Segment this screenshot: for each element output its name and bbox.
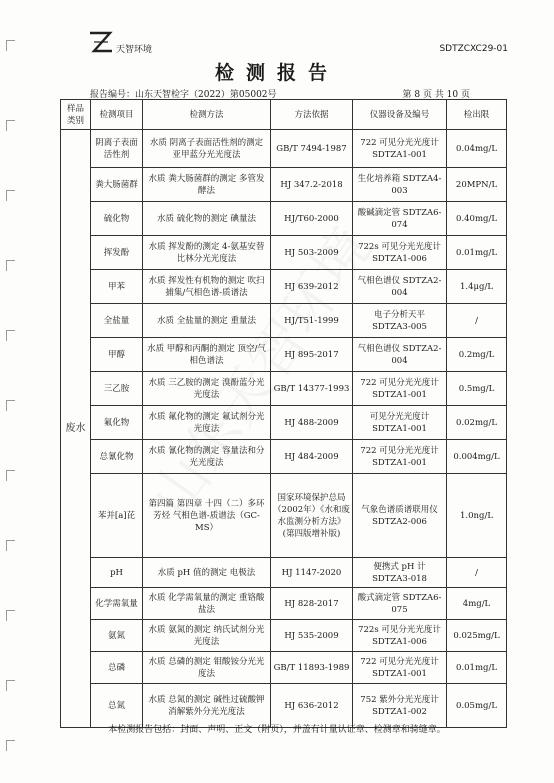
- method-cell: 水质 粪大肠菌群的测定 多管发酵法: [143, 168, 271, 202]
- header-limit: 检出限: [447, 100, 507, 130]
- method-cell: 水质 pH 值的测定 电极法: [143, 558, 271, 588]
- limit-cell: 0.025mg/L: [447, 620, 507, 652]
- table-row: [61, 168, 507, 202]
- basis-cell: GB/T 7494-1987: [271, 130, 353, 168]
- method-cell: 水质 氰化物的测定 容量法和分光光度法: [143, 440, 271, 474]
- table-row: [61, 474, 507, 558]
- limit-cell: /: [447, 558, 507, 588]
- document-id: SDTZCXC29-01: [439, 44, 508, 54]
- test-items-table: [60, 99, 507, 728]
- basis-cell: GB/T 11893-1989: [271, 652, 353, 684]
- company-name: 天智环境: [116, 45, 153, 55]
- table-row: [61, 202, 507, 236]
- limit-cell: 0.01mg/L: [447, 652, 507, 684]
- method-cell: 水质 挥发性有机物的测定 吹扫捕集/气相色谱-质谱法: [143, 270, 271, 304]
- table-row: [61, 588, 507, 620]
- binding-margin: [0, 0, 22, 783]
- instrument-cell: 气相色谱仪 SDTZA2-004: [353, 338, 447, 372]
- header-item: 检测项目: [91, 100, 143, 130]
- limit-cell: 0.40mg/L: [447, 202, 507, 236]
- table-row: [61, 558, 507, 588]
- method-cell: 水质 硫化物的测定 碘量法: [143, 202, 271, 236]
- binding-mark: [6, 540, 15, 551]
- binding-mark: [6, 400, 15, 411]
- company-logo-icon: [88, 30, 114, 54]
- binding-mark: [6, 680, 15, 691]
- instrument-cell: 便携式 pH 计 SDTZA3-018: [353, 558, 447, 588]
- header-basis: 方法依据: [271, 100, 353, 130]
- table-row: [61, 440, 507, 474]
- item-cell: 粪大肠菌群: [91, 168, 143, 202]
- sample-category-cell: 废水: [61, 130, 91, 728]
- binding-mark: [6, 740, 15, 751]
- method-cell: 水质 总磷的测定 钼酸铵分光光度法: [143, 652, 271, 684]
- instrument-cell: 可见分光光度计 SDTZA1-001: [353, 406, 447, 440]
- item-cell: 氨氮: [91, 620, 143, 652]
- basis-cell: 国家环境保护总局（2002年）《水和废水监测分析方法》(第四版增补版): [271, 474, 353, 558]
- method-cell: 水质 氨氮的测定 纳氏试剂分光光度法: [143, 620, 271, 652]
- page-number: 第 8 页 共 10 页: [402, 90, 470, 100]
- item-cell: pH: [91, 558, 143, 588]
- item-cell: 全盐量: [91, 304, 143, 338]
- basis-cell: HJ 503-2009: [271, 236, 353, 270]
- method-cell: 水质 甲醇和丙酮的测定 顶空/气相色谱法: [143, 338, 271, 372]
- method-cell: 水质 化学需氧量的测定 重铬酸盐法: [143, 588, 271, 620]
- basis-cell: HJ/T51-1999: [271, 304, 353, 338]
- binding-mark: [6, 190, 15, 201]
- binding-mark: [6, 330, 15, 341]
- table-row: [61, 338, 507, 372]
- instrument-cell: 酸碱滴定管 SDTZA6-074: [353, 202, 447, 236]
- instrument-cell: 722 可见分光光度计 SDTZA1-001: [353, 440, 447, 474]
- basis-cell: HJ 535-2009: [271, 620, 353, 652]
- method-cell: 第四篇 第四章 十四（二）多环芳烃 气相色谱-质谱法（GC-MS）: [143, 474, 271, 558]
- item-cell: 挥发酚: [91, 236, 143, 270]
- report-number: 报告编号：山东天智检字（2022）第05002号: [90, 90, 277, 100]
- basis-cell: HJ/T60-2000: [271, 202, 353, 236]
- table-row: [61, 270, 507, 304]
- binding-mark: [6, 260, 15, 271]
- method-cell: 水质 阴离子表面活性剂的测定 亚甲蓝分光光度法: [143, 130, 271, 168]
- item-cell: 三乙胺: [91, 372, 143, 406]
- instrument-cell: 722 可见分光光度计 SDTZA1-001: [353, 372, 447, 406]
- basis-cell: GB/T 14377-1993: [271, 372, 353, 406]
- item-cell: 苯并[a]芘: [91, 474, 143, 558]
- item-cell: 总磷: [91, 652, 143, 684]
- item-cell: 化学需氧量: [91, 588, 143, 620]
- table-row: [61, 236, 507, 270]
- basis-cell: HJ 484-2009: [271, 440, 353, 474]
- instrument-cell: 722 可见分光光度计 SDTZA1-001: [353, 130, 447, 168]
- binding-mark: [6, 40, 15, 51]
- item-cell: 甲醇: [91, 338, 143, 372]
- binding-mark: [6, 470, 15, 481]
- item-cell: 总氮: [91, 684, 143, 728]
- page-title: 检测报告: [214, 62, 339, 84]
- table-row: [61, 130, 507, 168]
- basis-cell: HJ 1147-2020: [271, 558, 353, 588]
- basis-cell: HJ 347.2-2018: [271, 168, 353, 202]
- basis-cell: HJ 895-2017: [271, 338, 353, 372]
- instrument-cell: 752 紫外分光光度计 SDTZA1-002: [353, 684, 447, 728]
- item-cell: 硫化物: [91, 202, 143, 236]
- limit-cell: 0.5mg/L: [447, 372, 507, 406]
- table-row: [61, 652, 507, 684]
- instrument-cell: 气象色谱质谱联用仪 SDTZA2-006: [353, 474, 447, 558]
- instrument-cell: 生化培养箱 SDTZA4-003: [353, 168, 447, 202]
- basis-cell: HJ 639-2012: [271, 270, 353, 304]
- table-row: [61, 406, 507, 440]
- method-cell: 水质 总氮的测定 碱性过硫酸钾消解紫外分光光度法: [143, 684, 271, 728]
- method-cell: 水质 挥发酚的测定 4-氨基安替比林分光光度法: [143, 236, 271, 270]
- limit-cell: 1.0ng/L: [447, 474, 507, 558]
- limit-cell: 0.01mg/L: [447, 236, 507, 270]
- limit-cell: 1.4μg/L: [447, 270, 507, 304]
- footer-note: 本检测报告包括：封面、声明、正文（附页），并盖有计量认证章、检测章和骑缝章。: [108, 725, 446, 735]
- binding-mark: [6, 120, 15, 131]
- item-cell: 氟化物: [91, 406, 143, 440]
- item-cell: 甲苯: [91, 270, 143, 304]
- item-cell: 总氰化物: [91, 440, 143, 474]
- table-row: [61, 684, 507, 728]
- limit-cell: 0.04mg/L: [447, 130, 507, 168]
- limit-cell: 0.004mg/L: [447, 440, 507, 474]
- limit-cell: 0.2mg/L: [447, 338, 507, 372]
- header-instrument: 仪器设备及编号: [353, 100, 447, 130]
- table-row: [61, 372, 507, 406]
- table-row: [61, 304, 507, 338]
- basis-cell: HJ 828-2017: [271, 588, 353, 620]
- basis-cell: HJ 488-2009: [271, 406, 353, 440]
- header-method: 检测方法: [143, 100, 271, 130]
- binding-mark: [6, 610, 15, 621]
- method-cell: 水质 全盐量的测定 重量法: [143, 304, 271, 338]
- instrument-cell: 722 可见分光光度计 SDTZA1-001: [353, 652, 447, 684]
- limit-cell: 0.05mg/L: [447, 684, 507, 728]
- basis-cell: HJ 636-2012: [271, 684, 353, 728]
- table-row: [61, 620, 507, 652]
- instrument-cell: 722s 可见分光光度计 SDTZA1-006: [353, 236, 447, 270]
- limit-cell: /: [447, 304, 507, 338]
- instrument-cell: 酸式滴定管 SDTZA6-075: [353, 588, 447, 620]
- item-cell: 阴离子表面活性剂: [91, 130, 143, 168]
- instrument-cell: 气相色谱仪 SDTZA2-004: [353, 270, 447, 304]
- header-category: 样品类别: [61, 100, 91, 130]
- instrument-cell: 电子分析天平 SDTZA3-005: [353, 304, 447, 338]
- instrument-cell: 722s 可见分光光度计 SDTZA1-006: [353, 620, 447, 652]
- limit-cell: 0.02mg/L: [447, 406, 507, 440]
- limit-cell: 4mg/L: [447, 588, 507, 620]
- table-header-row: [61, 100, 507, 130]
- method-cell: 水质 三乙胺的测定 溴酚蓝分光光度法: [143, 372, 271, 406]
- method-cell: 水质 氟化物的测定 氟试剂分光光度法: [143, 406, 271, 440]
- limit-cell: 20MPN/L: [447, 168, 507, 202]
